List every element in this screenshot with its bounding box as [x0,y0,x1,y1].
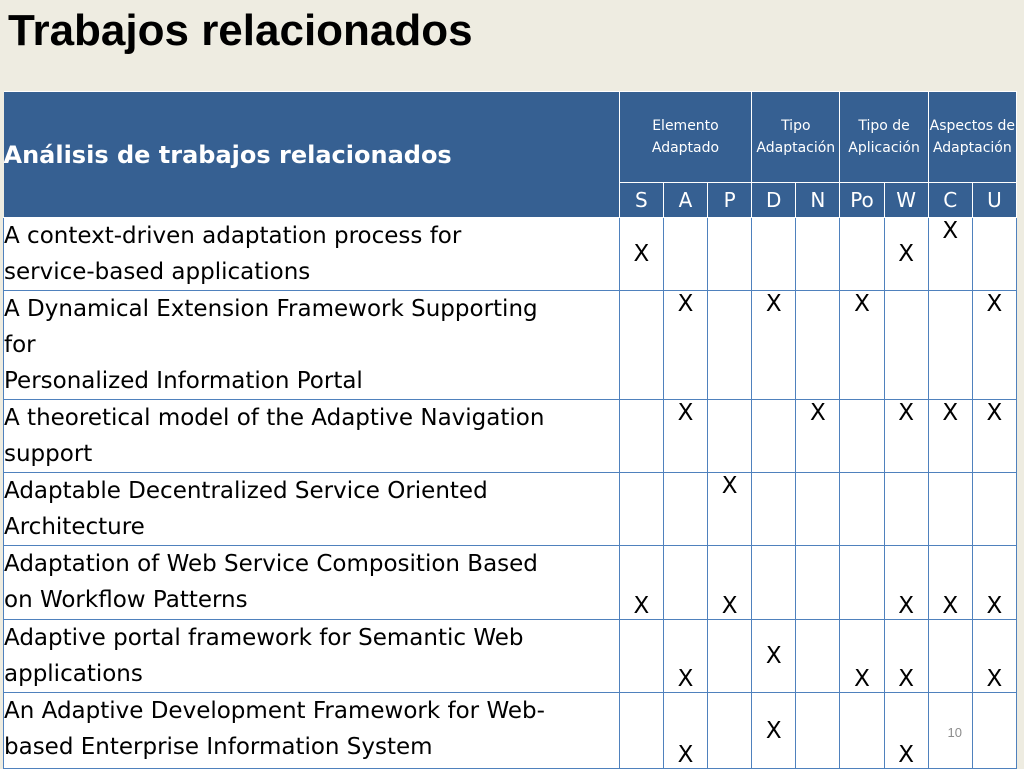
table-row [4,693,1017,769]
mark-cell [884,546,928,620]
mark-cell [796,546,840,620]
work-title-line: support [4,441,93,467]
x-mark: X [677,400,694,426]
work-title-cell [4,620,620,693]
mark-cell [972,400,1016,473]
mark-cell [708,291,752,400]
x-mark: X [765,291,782,317]
work-title-line: on Workflow Patterns [4,587,248,613]
x-mark: X [765,717,782,744]
mark-cell [752,620,796,693]
mark-cell [972,473,1016,546]
work-title-cell [4,473,620,546]
mark-cell [708,218,752,291]
group-header-elemento-adaptado: Elemento Adaptado [619,92,751,183]
mark-cell [840,620,884,693]
mark-cell [884,218,928,291]
work-title-line: Architecture [4,514,145,540]
mark-cell [972,546,1016,620]
work-title-line: Adaptation of Web Service Composition Based [4,551,538,577]
x-mark: X [721,473,738,499]
table-row [4,291,1017,400]
mark-cell [840,291,884,400]
mark-cell [840,218,884,291]
mark-cell [928,546,972,620]
work-title-line: A Dynamical Extension Framework Supporting [4,296,538,322]
column-header: N [796,183,840,218]
mark-cell [708,400,752,473]
work-title-cell [4,693,620,769]
x-mark: X [721,593,738,619]
mark-cell [928,218,972,291]
column-header: P [708,183,752,218]
mark-cell [840,546,884,620]
mark-cell [752,473,796,546]
table-header-groups [4,92,1017,183]
work-title-line: A context-driven adaptation process for [4,223,462,249]
mark-cell [663,400,707,473]
group-header-aspectos-adaptacion: Aspectos de Adaptación [928,92,1016,183]
mark-cell [884,473,928,546]
mark-cell [708,473,752,546]
x-mark: X [765,643,782,669]
x-mark: X [942,400,959,426]
work-title-cell [4,291,620,400]
x-mark: X [677,666,694,692]
mark-cell [663,546,707,620]
work-title-line: Adaptive portal framework for Semantic Web [4,625,524,651]
mark-cell [619,400,663,473]
mark-cell [928,291,972,400]
mark-cell [972,620,1016,693]
mark-cell [796,620,840,693]
mark-cell [796,693,840,769]
work-title-line: applications [4,661,143,687]
work-title-line: An Adaptive Development Framework for Web- [4,698,545,724]
mark-cell [752,291,796,400]
slide-title: Trabajos relacionados [8,6,473,55]
column-header: Po [840,183,884,218]
mark-cell [884,291,928,400]
table-row [4,473,1017,546]
mark-cell [619,693,663,769]
x-mark: X [942,218,959,244]
mark-cell [619,291,663,400]
related-work-table [3,91,1017,769]
mark-cell [663,620,707,693]
mark-cell [619,218,663,291]
mark-cell [840,473,884,546]
column-header: A [663,183,707,218]
group-header-tipo-aplicacion: Tipo de Aplicación [840,92,928,183]
mark-cell [619,473,663,546]
work-title-line: Adaptable Decentralized Service Oriented [4,478,488,504]
mark-cell [796,218,840,291]
mark-cell [840,400,884,473]
mark-cell [752,218,796,291]
mark-cell [708,693,752,769]
column-header: D [752,183,796,218]
mark-cell [884,693,928,769]
mark-cell [663,693,707,769]
x-mark: X [986,666,1003,692]
mark-cell [840,693,884,769]
table-body [4,218,1017,769]
mark-cell [884,400,928,473]
x-mark: X [986,593,1003,619]
column-header: C [928,183,972,218]
mark-cell [928,620,972,693]
table-row [4,620,1017,693]
x-mark: X [854,291,870,317]
mark-cell [928,473,972,546]
mark-cell [752,693,796,769]
x-mark: X [677,742,694,768]
x-mark: X [986,400,1003,426]
mark-cell [796,473,840,546]
column-header: U [972,183,1016,218]
table-row [4,218,1017,291]
table-title: Análisis de trabajos relacionados [4,92,620,218]
mark-cell [663,473,707,546]
mark-cell [752,546,796,620]
mark-cell [796,291,840,400]
work-title-line: Personalized Information Portal [4,368,363,394]
x-mark: X [633,593,650,619]
x-mark: X [898,400,915,426]
page-number: 10 [947,725,962,740]
mark-cell [619,546,663,620]
mark-cell [752,400,796,473]
work-title-cell [4,400,620,473]
column-header: S [619,183,663,218]
x-mark: X [898,742,915,768]
x-mark: X [986,291,1003,317]
mark-cell [972,218,1016,291]
mark-cell [884,620,928,693]
x-mark: X [854,666,870,692]
mark-cell [972,291,1016,400]
x-mark: X [809,400,826,426]
mark-cell [708,620,752,693]
mark-cell [928,400,972,473]
x-mark: X [898,593,915,619]
x-mark: X [633,241,650,267]
work-title-line: for [4,332,36,358]
work-title-cell [4,546,620,620]
table-row [4,546,1017,620]
mark-cell [663,291,707,400]
x-mark: X [942,593,959,619]
mark-cell [708,546,752,620]
mark-cell [663,218,707,291]
mark-cell [796,400,840,473]
table-row [4,400,1017,473]
work-title-line: A theoretical model of the Adaptive Navigation [4,405,545,431]
work-title-cell [4,218,620,291]
work-title-line: based Enterprise Information System [4,734,433,760]
group-header-tipo-adaptacion: Tipo Adaptación [752,92,840,183]
mark-cell [972,693,1016,769]
x-mark: X [898,666,915,692]
x-mark: X [677,291,694,317]
work-title-line: service-based applications [4,259,311,285]
mark-cell [619,620,663,693]
x-mark: X [898,241,915,267]
column-header: W [884,183,928,218]
